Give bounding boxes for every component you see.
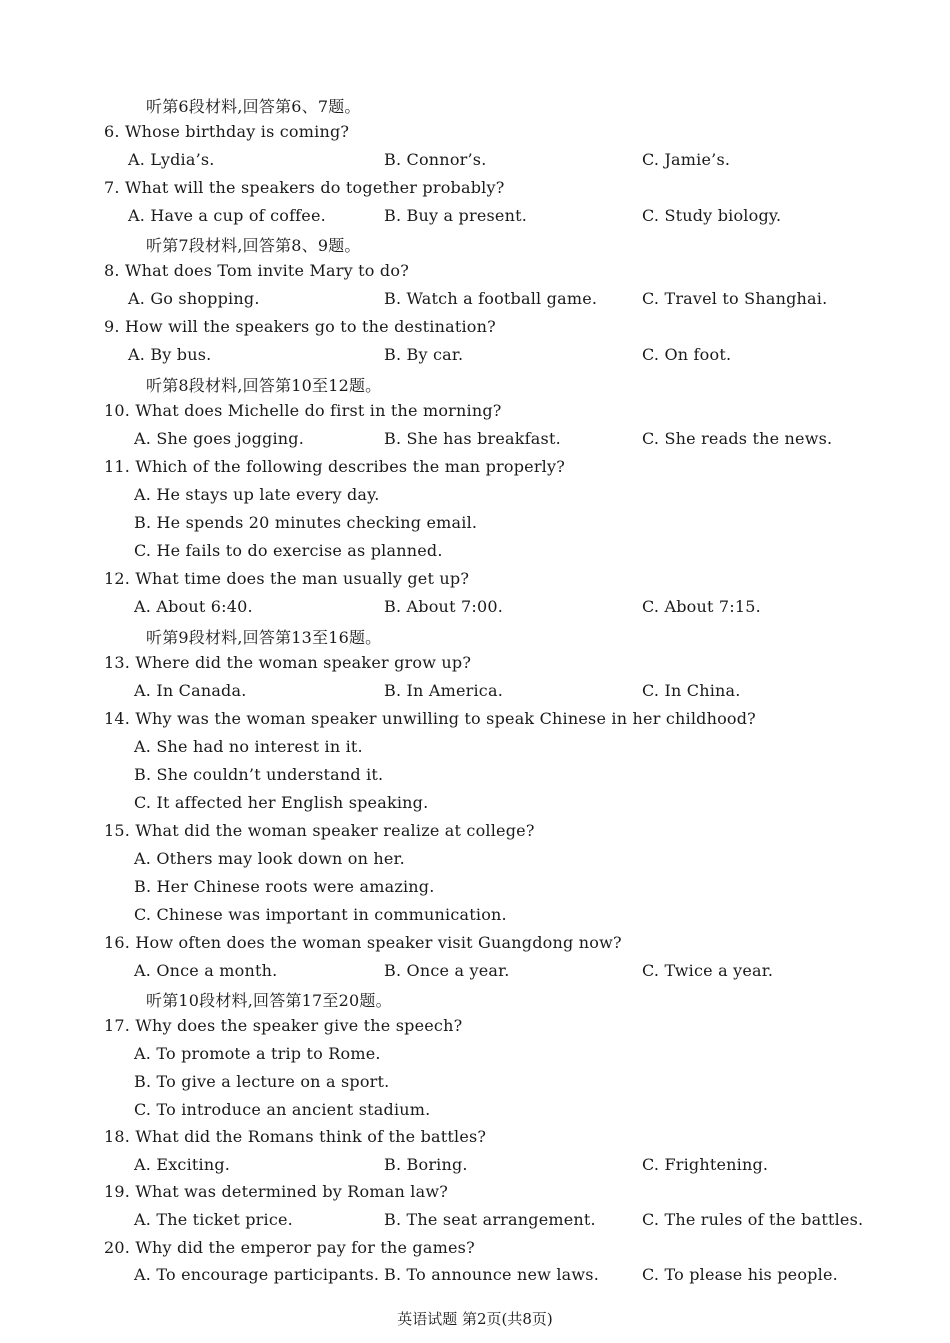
- option-14c: C. It affected her English speaking.: [134, 793, 429, 812]
- option-19a: A. The ticket price.: [134, 1210, 293, 1229]
- question-13: 13. Where did the woman speaker grow up?: [104, 653, 472, 672]
- option-13a: A. In Canada.: [134, 681, 247, 700]
- option-19c: C. The rules of the battles.: [642, 1210, 864, 1229]
- option-10a: A. She goes jogging.: [134, 429, 305, 448]
- option-14a: A. She had no interest in it.: [134, 737, 363, 756]
- option-11c: C. He fails to do exercise as planned.: [134, 541, 443, 560]
- question-18: 18. What did the Romans think of the battles?: [104, 1127, 487, 1146]
- question-17: 17. Why does the speaker give the speech?: [104, 1016, 463, 1035]
- option-13b: B. In America.: [384, 681, 503, 700]
- option-20a: A. To encourage participants.: [134, 1265, 380, 1284]
- page-footer: 英语试题 第2页(共8页): [397, 1310, 553, 1328]
- option-12a: A. About 6:40.: [134, 597, 253, 616]
- option-20b: B. To announce new laws.: [384, 1265, 599, 1284]
- question-6: 6. Whose birthday is coming?: [104, 122, 350, 141]
- option-9a: A. By bus.: [128, 345, 212, 364]
- option-18a: A. Exciting.: [134, 1155, 231, 1174]
- question-15: 15. What did the woman speaker realize at college?: [104, 821, 535, 840]
- option-19b: B. The seat arrangement.: [384, 1210, 596, 1229]
- option-15a: A. Others may look down on her.: [134, 849, 405, 868]
- option-15b: B. Her Chinese roots were amazing.: [134, 877, 435, 896]
- option-18b: B. Boring.: [384, 1155, 468, 1174]
- option-7a: A. Have a cup of coffee.: [128, 206, 326, 225]
- option-9b: B. By car.: [384, 345, 464, 364]
- section-header: 听第7段材料,回答第8、9题。: [146, 236, 361, 255]
- option-9c: C. On foot.: [642, 345, 732, 364]
- option-10c: C. She reads the news.: [642, 429, 833, 448]
- question-14: 14. Why was the woman speaker unwilling to speak Chinese in her childhood?: [104, 709, 756, 728]
- option-12b: B. About 7:00.: [384, 597, 503, 616]
- option-8c: C. Travel to Shanghai.: [642, 289, 828, 308]
- option-8b: B. Watch a football game.: [384, 289, 598, 308]
- option-14b: B. She couldn’t understand it.: [134, 765, 384, 784]
- option-16c: C. Twice a year.: [642, 961, 774, 980]
- option-11a: A. He stays up late every day.: [134, 485, 380, 504]
- question-12: 12. What time does the man usually get up?: [104, 569, 470, 588]
- section-header: 听第9段材料,回答第13至16题。: [146, 628, 382, 647]
- option-10b: B. She has breakfast.: [384, 429, 561, 448]
- question-16: 16. How often does the woman speaker visit Guangdong now?: [104, 933, 622, 952]
- question-10: 10. What does Michelle do first in the morning?: [104, 401, 502, 420]
- option-6b: B. Connor’s.: [384, 150, 487, 169]
- option-7c: C. Study biology.: [642, 206, 782, 225]
- option-18c: C. Frightening.: [642, 1155, 769, 1174]
- section-header: 听第6段材料,回答第6、7题。: [146, 97, 361, 116]
- option-15c: C. Chinese was important in communication.: [134, 905, 507, 924]
- section-header: 听第10段材料,回答第17至20题。: [146, 991, 392, 1010]
- question-9: 9. How will the speakers go to the destination?: [104, 317, 496, 336]
- question-20: 20. Why did the emperor pay for the games?: [104, 1238, 475, 1257]
- option-16a: A. Once a month.: [134, 961, 278, 980]
- option-17c: C. To introduce an ancient stadium.: [134, 1100, 431, 1119]
- option-17a: A. To promote a trip to Rome.: [134, 1044, 381, 1063]
- option-7b: B. Buy a present.: [384, 206, 528, 225]
- option-17b: B. To give a lecture on a sport.: [134, 1072, 390, 1091]
- option-8a: A. Go shopping.: [128, 289, 260, 308]
- question-11: 11. Which of the following describes the man properly?: [104, 457, 566, 476]
- question-8: 8. What does Tom invite Mary to do?: [104, 261, 409, 280]
- option-20c: C. To please his people.: [642, 1265, 838, 1284]
- question-7: 7. What will the speakers do together probably?: [104, 178, 505, 197]
- option-16b: B. Once a year.: [384, 961, 510, 980]
- option-12c: C. About 7:15.: [642, 597, 761, 616]
- option-6c: C. Jamie’s.: [642, 150, 731, 169]
- section-header: 听第8段材料,回答第10至12题。: [146, 376, 382, 395]
- option-6a: A. Lydia’s.: [128, 150, 215, 169]
- option-13c: C. In China.: [642, 681, 741, 700]
- question-19: 19. What was determined by Roman law?: [104, 1182, 448, 1201]
- option-11b: B. He spends 20 minutes checking email.: [134, 513, 478, 532]
